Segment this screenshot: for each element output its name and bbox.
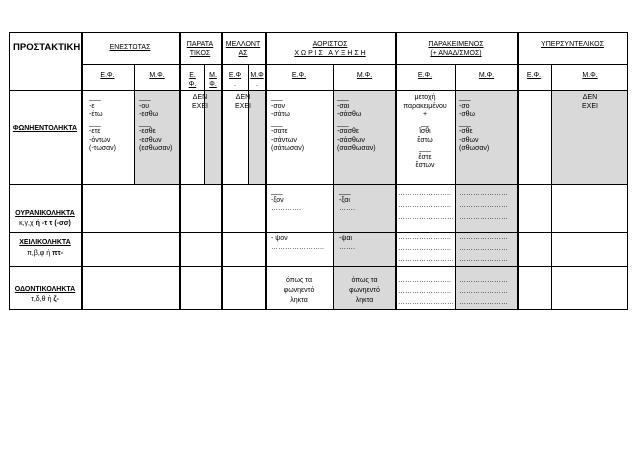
cell-line: ………………….. bbox=[398, 288, 451, 295]
sub-aorist-mf: Μ.Φ. bbox=[356, 72, 373, 79]
cell-line: ___ bbox=[337, 119, 349, 127]
sub-imperfect-ef-2: Φ. bbox=[188, 81, 197, 88]
cell-line: -σθε bbox=[459, 128, 473, 135]
cell-vowel-present-mf bbox=[139, 94, 172, 154]
cell-velar-perfect-ef bbox=[398, 188, 454, 224]
cell-line: ἴσθι bbox=[419, 128, 431, 135]
sub-future-mf-2: . bbox=[256, 81, 258, 88]
sub-imperfect-ef-1: Ε. bbox=[189, 72, 196, 79]
cell-line: -σάντων bbox=[271, 136, 297, 144]
hline-top bbox=[9, 32, 628, 33]
cell-line: ………………….. bbox=[271, 243, 324, 251]
cell-line: ___ bbox=[89, 94, 101, 101]
row-sub-labial: π,β,φ ή πτ- bbox=[27, 250, 63, 257]
cell-line: ………………… bbox=[459, 190, 508, 197]
vline-present-mid bbox=[134, 64, 135, 184]
cell-line: -εσθω bbox=[139, 111, 159, 118]
cell-line: -σθω bbox=[459, 111, 476, 118]
cell-vowel-perfect-mf bbox=[459, 94, 489, 154]
cell-line: όπως τα bbox=[285, 277, 313, 284]
row-sub-velar: κ,γ,χ ή -τ τ (-σσ) bbox=[19, 220, 71, 227]
sub-aorist-ef: Ε.Φ. bbox=[291, 72, 307, 79]
cell-line: -σον bbox=[271, 102, 286, 110]
row-label-labial: ΧΕΙΛΙΚΟΛΗΚΤΑ bbox=[19, 239, 71, 246]
row-label-dental: ΟΔΟΝΤΙΚΟΛΗΚΤΑ bbox=[14, 286, 76, 293]
cell-line: ___ bbox=[459, 119, 471, 127]
cell-line: ___ bbox=[89, 119, 101, 127]
cell-labial-perfect-ef bbox=[398, 232, 454, 265]
cell-line: ___ bbox=[139, 119, 151, 127]
cell-line: ………………… bbox=[459, 202, 508, 209]
cell-line: ………………….. bbox=[398, 234, 451, 241]
sub-imperfect-mf-1: Μ. bbox=[209, 72, 217, 79]
cell-line: ………………… bbox=[459, 234, 508, 241]
cell-line: -σασθε bbox=[337, 128, 360, 135]
cell-labial-perfect-mf bbox=[459, 232, 508, 265]
hline-row2 bbox=[9, 232, 628, 233]
col-imperfect-2: ΤΙΚΟΣ bbox=[189, 50, 211, 57]
cell-line: φωνηεντό bbox=[283, 287, 315, 294]
cell-vowel-pluperfect bbox=[552, 94, 628, 111]
cell-vowel-imperfect bbox=[179, 94, 221, 111]
cell-line: -σο bbox=[459, 102, 470, 110]
cell-line: όπως τα bbox=[351, 277, 378, 284]
imperative-table bbox=[9, 32, 628, 310]
cell-line: -σάσθων bbox=[337, 136, 365, 144]
col-perfect-1: ΠΑΡΑΚΕΙΜΕΝΟΣ bbox=[428, 41, 484, 48]
page-title: ΠΡΟΣΤΑΚΤΙΚΗ bbox=[13, 42, 81, 53]
cell-line: ΕΧΕΙ bbox=[192, 102, 208, 110]
row-label-vowel: ΦΩΝΗΕΝΤΟΛΗΚΤΑ bbox=[12, 125, 78, 132]
col-imperfect-1: ΠΑΡΑΤΑ bbox=[186, 41, 214, 48]
col-present: ΕΝΕΣΤΩΤΑΣ bbox=[109, 44, 151, 51]
cell-line: ΕΧΕΙ bbox=[235, 102, 251, 110]
cell-line: ΔΕΝ bbox=[192, 94, 208, 101]
cell-line: ………………….. bbox=[398, 202, 451, 209]
cell-line: -ξον bbox=[271, 196, 284, 204]
sub-present-ef: Ε.Φ. bbox=[100, 72, 115, 79]
cell-line: ………………….. bbox=[398, 190, 451, 197]
cell-line: …………. bbox=[271, 205, 301, 212]
cell-line: ………………… bbox=[459, 288, 508, 295]
vline-aorist-mid bbox=[333, 64, 334, 310]
cell-line: (-τωσαν) bbox=[89, 145, 116, 152]
cell-line: -ε bbox=[89, 102, 95, 110]
cell-line: -ου bbox=[139, 102, 150, 110]
row-label-velar: ΟΥΡΑΝΙΚΟΛΗΚΤΑ bbox=[15, 210, 75, 217]
cell-line: -εσθε bbox=[139, 128, 156, 135]
cell-line: ……. bbox=[339, 205, 355, 212]
vline-left bbox=[9, 32, 10, 310]
cell-velar-perfect-mf bbox=[459, 188, 508, 224]
col-aorist-1: ΑΟΡΙΣΤΟΣ bbox=[312, 41, 348, 48]
cell-line: -σάσθω bbox=[337, 111, 362, 118]
cell-vowel-present-ef bbox=[89, 94, 116, 154]
cell-line: (σασθωσαν) bbox=[337, 145, 376, 152]
row-sub-dental: τ,δ,θ ή ζ- bbox=[31, 296, 59, 303]
cell-line: ΔΕΝ bbox=[582, 94, 598, 101]
cell-vowel-perfect-ef bbox=[395, 94, 455, 171]
cell-line: ___ bbox=[139, 94, 151, 101]
hline-row3 bbox=[9, 266, 628, 267]
cell-line: ἔστε bbox=[418, 153, 432, 161]
cell-line: __ bbox=[421, 119, 429, 127]
sub-imperfect-mf-2: Φ. bbox=[209, 81, 217, 88]
cell-line: ___ bbox=[459, 94, 471, 101]
cell-line: ληκτα bbox=[290, 297, 308, 304]
cell-labial-aorist-ef bbox=[271, 235, 324, 252]
cell-dental-perfect-ef bbox=[398, 275, 454, 308]
hline-header bbox=[81, 64, 628, 65]
cell-line: -σατε bbox=[271, 128, 288, 135]
cell-line: ΔΕΝ bbox=[235, 94, 251, 101]
sub-perfect-ef: Ε.Φ. bbox=[417, 72, 433, 79]
cell-line: -σάτω bbox=[271, 111, 290, 118]
cell-line: -ψαι bbox=[339, 235, 352, 242]
col-pluperfect: ΥΠΕΡΣΥΝΤΕΛΙΚΟΣ bbox=[541, 41, 604, 48]
cell-vowel-aorist-ef bbox=[271, 94, 304, 154]
cell-line: ………………….. bbox=[398, 245, 451, 252]
cell-line: ___ bbox=[271, 188, 283, 195]
cell-line: ………………… bbox=[459, 245, 508, 252]
cell-line: -ετε bbox=[89, 128, 101, 135]
col-aorist-2: Χ Ω Ρ Ι Σ Α Υ Ξ Η Σ Η bbox=[294, 50, 366, 57]
hline-row1 bbox=[9, 184, 628, 185]
sub-pluperfect-mf: Μ.Φ. bbox=[582, 72, 598, 79]
cell-velar-aorist-ef bbox=[271, 188, 301, 214]
sub-present-mf: Μ.Φ. bbox=[149, 72, 165, 79]
cell-vowel-future bbox=[221, 94, 265, 111]
sub-future-ef-1: Ε.Φ bbox=[228, 72, 242, 79]
cell-line: …………………… bbox=[398, 256, 454, 263]
cell-line: ληκτα bbox=[355, 297, 374, 304]
cell-line: ………………… bbox=[459, 299, 508, 306]
cell-line: - ψον bbox=[271, 235, 288, 242]
cell-line: ……. bbox=[339, 243, 355, 251]
cell-line: ___ bbox=[419, 145, 431, 152]
cell-velar-aorist-mf bbox=[339, 188, 355, 214]
cell-line: ………………… bbox=[459, 277, 508, 284]
cell-line: + bbox=[422, 111, 428, 118]
sub-perfect-mf: Μ.Φ. bbox=[478, 72, 495, 79]
cell-line: -έτω bbox=[89, 111, 103, 118]
cell-dental-perfect-mf bbox=[459, 275, 508, 308]
cell-line: ………………… bbox=[459, 256, 508, 263]
hline-bottom bbox=[9, 309, 628, 310]
cell-dental-aorist-mf bbox=[334, 276, 395, 306]
cell-line: …………………… bbox=[398, 299, 454, 306]
cell-line: μετοχή bbox=[414, 94, 436, 101]
col-future-1: ΜΕΛΛΟΝΤ bbox=[225, 41, 261, 48]
col-future-2: ΑΣ bbox=[238, 50, 248, 57]
cell-line: -ξαι bbox=[339, 196, 350, 204]
hline-sub bbox=[9, 90, 628, 91]
cell-dental-aorist-ef bbox=[265, 276, 333, 306]
cell-line: ___ bbox=[271, 94, 283, 101]
cell-line: ………………….. bbox=[398, 277, 451, 284]
cell-line: -όντων bbox=[89, 136, 111, 144]
cell-line: (εσθωσαν) bbox=[139, 145, 173, 152]
cell-line: παρακειμένου bbox=[403, 102, 447, 110]
cell-line: -σαι bbox=[337, 102, 350, 110]
cell-line: ………………… bbox=[459, 214, 508, 221]
cell-line: (σάτωσαν) bbox=[271, 145, 305, 152]
cell-line: ___ bbox=[337, 94, 349, 101]
col-perfect-2: (+ ΑΝΑΔ/ΣΜΟΣ) bbox=[430, 50, 482, 57]
cell-line: -εσθων bbox=[139, 136, 162, 144]
vline-perfect-mid bbox=[455, 64, 456, 310]
cell-line: ___ bbox=[339, 188, 351, 195]
cell-line: ΕΧΕΙ bbox=[582, 102, 598, 110]
cell-line: ἔστων bbox=[415, 162, 435, 169]
cell-line: (σθωσαν) bbox=[459, 145, 490, 152]
cell-line: ἔστω bbox=[417, 136, 433, 144]
sub-pluperfect-ef: Ε.Φ. bbox=[526, 72, 542, 79]
cell-labial-aorist-mf bbox=[339, 235, 355, 252]
cell-line: …………………… bbox=[398, 214, 454, 221]
cell-line: ___ bbox=[271, 119, 283, 127]
sub-future-ef-2: . bbox=[234, 81, 236, 88]
cell-line: -σθων bbox=[459, 136, 479, 144]
sub-future-mf-1: Μ.Φ bbox=[250, 72, 264, 79]
cell-line: φωνηεντό bbox=[349, 287, 380, 294]
cell-vowel-aorist-mf bbox=[337, 94, 376, 154]
